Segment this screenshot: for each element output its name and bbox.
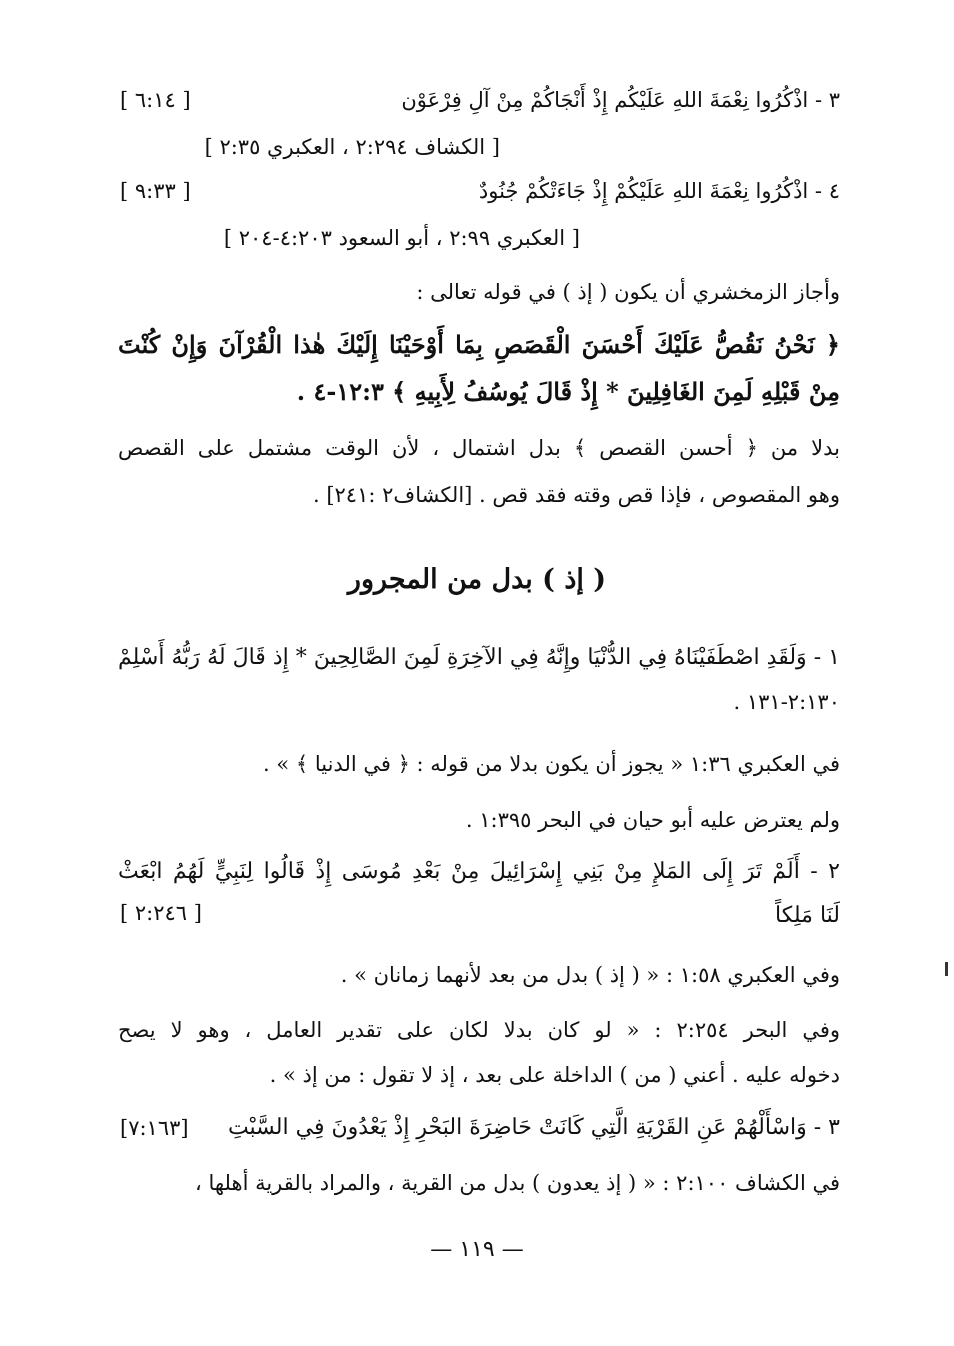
citation: [ الكشاف ٢:٢٩٤ ، العكبري ٢:٣٥ ] (204, 135, 500, 159)
scan-mark (945, 962, 948, 976)
paragraph-line: ولم يعترض عليه أبو حيان في البحر ١:٣٩٥ . (465, 808, 840, 832)
verse-reference: ٢:١٣٠-١٣١ . (733, 690, 840, 714)
verse-reference: [٧:١٦٣] (120, 1116, 189, 1140)
paragraph-line: في الكشاف ٢:١٠٠ : « ( إذ يعدون ) بدل من القرية ، والمراد بالقرية أهلها ، (195, 1171, 840, 1195)
quran-quote-line: مِنْ قَبْلِهِ لَمِنَ الغَافِلِينَ * إِذْ قَالَ يُوسُفُ لِأَبِيهِ ﴾ ١٢:٣-٤ . (296, 377, 840, 406)
verse-reference: [ ٦:١٤ ] (120, 88, 191, 112)
quran-verse-2-continued: لَنَا مَلِكاً (775, 903, 840, 928)
paragraph-line: وأجاز الزمخشري أن يكون ( إذ ) في قوله تعالى : (416, 280, 840, 304)
paragraph-line: وفي البحر ٢:٢٥٤ : « لو كان بدلا لكان على تقدير العامل ، وهو لا يصح (118, 1018, 840, 1042)
section-heading: ( إذ ) بدل من المجرور (347, 564, 607, 595)
verse-reference: [ ٢:٢٤٦ ] (120, 901, 202, 925)
paragraph-line: وهو المقصوص ، فإذا قص وقته فقد قص . [الكشاف٢ :٢٤١] . (312, 483, 840, 507)
paragraph-line: دخوله عليه . أعني ( من ) الداخلة على بعد ، إذ لا تقول : من إذ » . (269, 1063, 840, 1087)
paragraph-line: وفي العكبري ١:٥٨ : « ( إذ ) بدل من بعد لأنهما زمانان » . (340, 963, 840, 987)
quran-verse-3b: ٣ - وَاسْأَلْهُمْ عَنِ القَرْيَةِ الَّتِي كَانَتْ حَاضِرَةَ البَحْرِ إِذْ يَعْدُونَ فِي السَّبْتِ (227, 1115, 840, 1140)
paragraph-line: بدلا من ﴿ أحسن القصص ﴾ بدل اشتمال ، لأن الوقت مشتمل على القصص (118, 436, 840, 460)
citation: [ العكبري ٢:٩٩ ، أبو السعود ٤:٢٠٣-٢٠٤ ] (223, 226, 580, 250)
quran-verse-2: ٢ - أَلَمْ تَرَ إِلَى المَلإِ مِنْ بَنِي إِسْرَائِيلَ مِنْ بَعْدِ مُوسَى إِذْ قَالُوا لِنَبِيٍّ لَهُمُ ابْعَثْ (118, 859, 840, 884)
verse-reference: [ ٩:٣٣ ] (120, 179, 191, 203)
quran-verse-4: ٤ - اذْكُرُوا نِعْمَةَ اللهِ عَلَيْكُمْ إِذْ جَاءَتْكُمْ جُنُودٌ (478, 179, 840, 203)
quran-quote-line: ﴿ نَحْنُ نَقُصُّ عَلَيْكَ أَحْسَنَ الْقَصَصِ بِمَا أَوْحَيْنَا إِلَيْكَ هٰذا الْقُرْآنَ وَإِنْ كُنْتَ (118, 330, 840, 359)
quran-verse-1: ١ - وَلَقَدِ اصْطَفَيْنَاهُ فِي الدُّنْيَا وإِنَّهُ فِي الآخِرَةِ لَمِنَ الصَّالِحِينَ * إِذ قَالَ لَهُ رَبُّهُ أَسْلِمْ (118, 645, 840, 670)
quran-verse-3: ٣ - اذْكُرُوا نِعْمَةَ اللهِ عَلَيْكُم إِذْ أَنْجَاكُمْ مِنْ آلِ فِرْعَوْن (401, 88, 840, 112)
paragraph-line: في العكبري ١:٣٦ « يجوز أن يكون بدلا من قوله : ﴿ في الدنيا ﴾ » . (262, 752, 840, 776)
page-number: — ١١٩ — (430, 1237, 524, 1262)
